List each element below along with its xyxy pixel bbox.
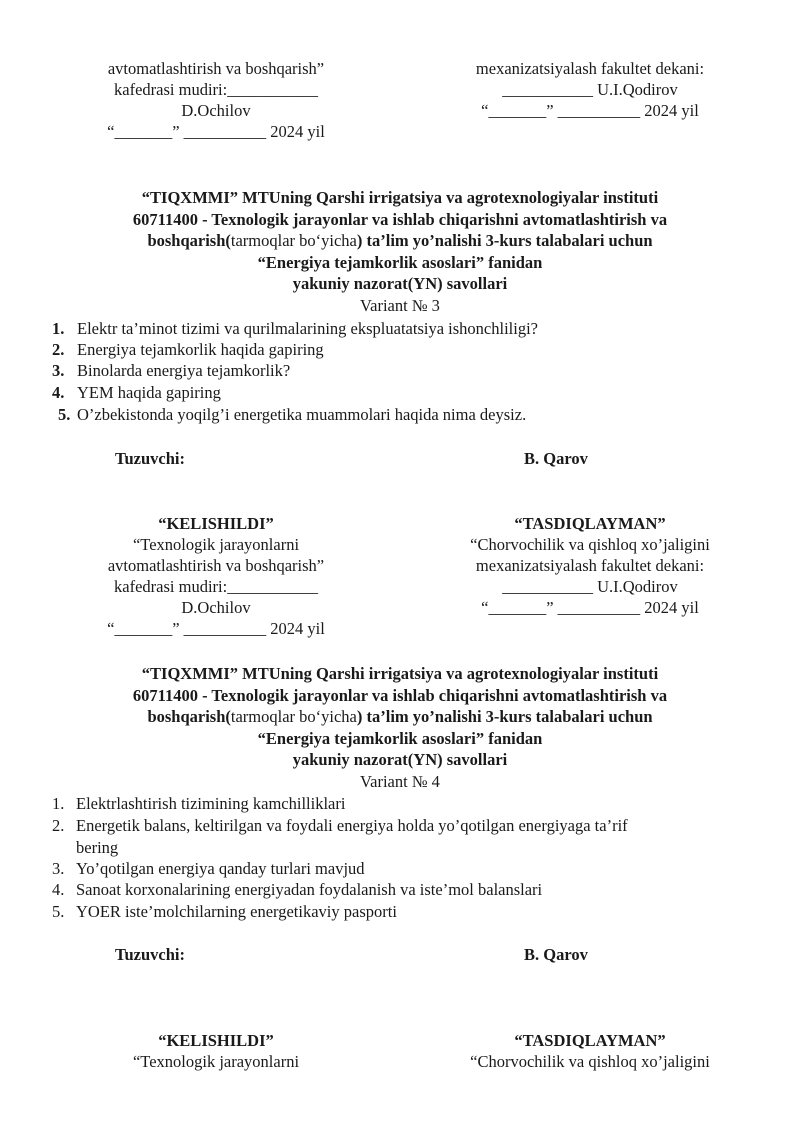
agreed-title: “KELISHILDI” xyxy=(158,1031,274,1050)
department-line: avtomatlashtirish va boshqarish” xyxy=(107,59,325,78)
department-line: “Texnologik jarayonlarni xyxy=(132,535,300,554)
specialty-line-continued: boshqarish(tarmoqlar bo‘yicha) ta’lim yo’nalishi 3-kurs talabalari uchun xyxy=(147,231,653,250)
compiler-label: Tuzuvchi: xyxy=(115,945,185,964)
specialty-line: 60711400 - Texnologik jarayonlar va ishlab chiqarishni avtomatlashtirish va xyxy=(132,685,668,705)
approved-title: “TASDIQLAYMAN” xyxy=(514,1031,666,1050)
exam-heading xyxy=(0,187,800,316)
variant-label: Variant № 3 xyxy=(360,295,440,315)
institute-line: “TIQXMMI” MTUning Qarshi irrigatsiya va agrotexnologiyalar instituti xyxy=(141,188,659,207)
document-page: avtomatlashtirish va boshqarish” kafedrasi mudiri:___________ D.Ochilov “_______” __________ 2024 yil mexanizatsiyalash fakultet dekani: ___________ U.I.Qodirov “_______” __________ 2024 yil “TIQXMMI” MTUning Qarshi irrigatsiya va agrotexnologiyalar instituti 60711400 - Texnologik jarayonlar va ishlab chiqarishni avtomatlashtirish va boshqarish(tarmoqlar bo‘yicha) ta’lim yo’nalishi 3-kurs talabalari uchun “Energiya tejamkorlik asoslari” fanidan yakuniy nazorat(YN) savollari Variant № 3 1. Elektr ta’minot tizimi va qurilmalarining ekspluatatsiya ishonchliligi? 2. Energiya tejamkorlik haqida gapiring 3. Binolarda energiya tejamkorlik? 4. YEM haqida gapiring 5. O’zbekistonda yoqilg’i energetika muammolari haqida nima deysiz. Tuzuvchi: B. Qarov “KELISHILDI” “Texnologik jarayonlarni avtomatlashtirish va boshqarish” kafedrasi mudiri:___________ D.Ochilov “_______” __________ 2024 yil “TASDIQLAYMAN” “Chorvochilik va qishloq xo’jaligini mexanizatsiyalash fakultet dekani: ___________ U.I.Qodirov “_______” __________ 2024 yil “TIQXMMI” MTUning Qarshi irrigatsiya va agrotexnologiyalar instituti 60711400 - Texnologik jarayonlar va ishlab chiqarishni avtomatlashtirish va boshqarish(tarmoqlar bo‘yicha) ta’lim yo’nalishi 3-kurs talabalari uchun “Energiya tejamkorlik asoslari” fanidan yakuniy nazorat(YN) savollari Variant № 4 1. Elektrlashtirish tizimining kamchilliklari 2. Energetik balans, keltirilgan va foydali energiya holda yo’qotilgan energiyaga ta’rif bering 3. Yo’qotilgan energiya qanday turlari mavjud 4. Sanoat korxonalarining energiyadan foydalanish va iste’mol balanslari 5. YOER iste’molchilarning energetikaviy pasporti Tuzuvchi: B. Qarov “KELISHILDI” “Texnologik jarayonlarni “TASDIQLAYMAN” “Chorvochilik va qishloq xo’jaligini xyxy=(0,0,800,1131)
approved-title: “TASDIQLAYMAN” xyxy=(514,514,666,533)
head-name: D.Ochilov xyxy=(181,101,251,120)
date-line: “_______” __________ 2024 yil xyxy=(481,101,699,120)
agreed-column xyxy=(66,58,366,142)
approved-column xyxy=(440,513,740,618)
date-line: “_______” __________ 2024 yil xyxy=(107,619,325,638)
agreed-column xyxy=(66,1030,366,1072)
head-of-department-line: kafedrasi mudiri:___________ xyxy=(114,80,318,99)
subject-line: “Energiya tejamkorlik asoslari” fanidan xyxy=(257,252,543,272)
dean-line: ___________ U.I.Qodirov xyxy=(502,577,678,596)
dean-line: ___________ U.I.Qodirov xyxy=(502,80,678,99)
specialty-line: 60711400 - Texnologik jarayonlar va ishlab chiqarishni avtomatlashtirish va xyxy=(132,209,668,229)
approved-column xyxy=(440,58,740,121)
faculty-line: mexanizatsiyalash fakultet dekani: xyxy=(475,556,705,575)
faculty-line: “Chorvochilik va qishloq xo’jaligini xyxy=(470,535,710,554)
exam-type-line: yakuniy nazorat(YN) savollari xyxy=(292,274,508,293)
compiler-label: Tuzuvchi: xyxy=(115,449,185,468)
faculty-line: “Chorvochilik va qishloq xo’jaligini xyxy=(470,1052,710,1071)
approved-column xyxy=(440,1030,740,1072)
head-name: D.Ochilov xyxy=(181,598,251,617)
agreed-column xyxy=(66,513,366,639)
department-line: “Texnologik jarayonlarni xyxy=(132,1052,300,1071)
exam-type-line: yakuniy nazorat(YN) savollari xyxy=(292,750,508,769)
subject-line: “Energiya tejamkorlik asoslari” fanidan xyxy=(257,728,543,748)
faculty-line: mexanizatsiyalash fakultet dekani: xyxy=(475,59,705,78)
exam-heading xyxy=(0,663,800,792)
compiler-name: B. Qarov xyxy=(524,945,588,964)
date-line: “_______” __________ 2024 yil xyxy=(481,598,699,617)
compiler-name: B. Qarov xyxy=(524,449,588,468)
agreed-title: “KELISHILDI” xyxy=(158,514,274,533)
institute-line: “TIQXMMI” MTUning Qarshi irrigatsiya va agrotexnologiyalar instituti xyxy=(141,664,659,683)
head-of-department-line: kafedrasi mudiri:___________ xyxy=(114,577,318,596)
department-line: avtomatlashtirish va boshqarish” xyxy=(107,556,325,575)
variant-label: Variant № 4 xyxy=(360,771,440,791)
date-line: “_______” __________ 2024 yil xyxy=(107,122,325,141)
specialty-line-continued: boshqarish(tarmoqlar bo‘yicha) ta’lim yo’nalishi 3-kurs talabalari uchun xyxy=(147,707,653,726)
